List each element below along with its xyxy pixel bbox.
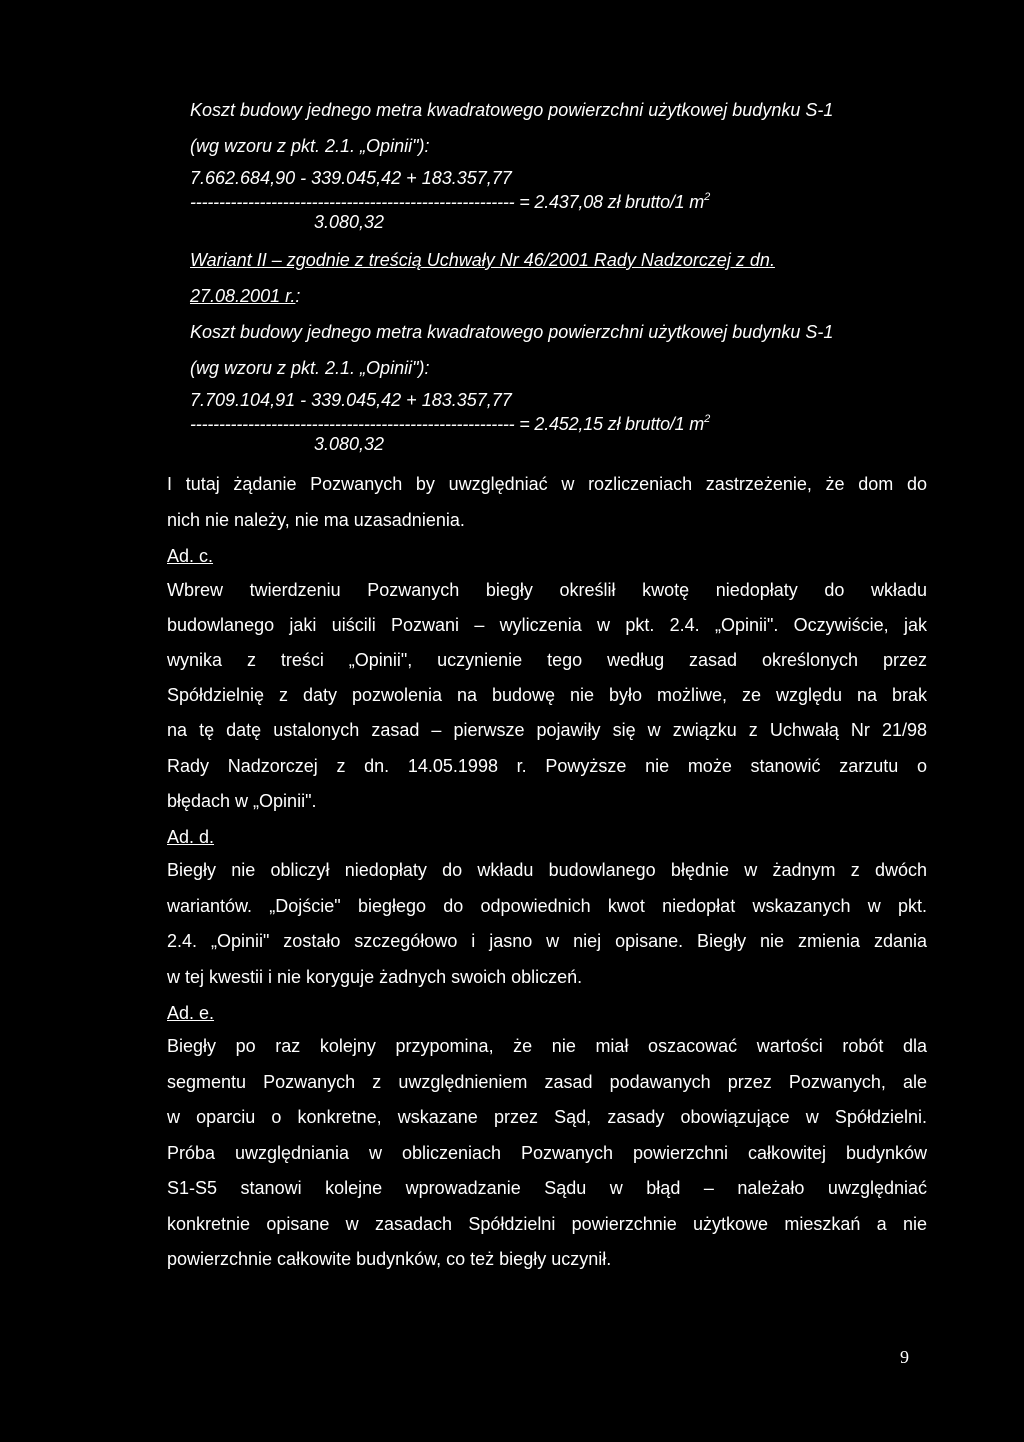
variant-one-denominator: 3.080,32 (314, 212, 385, 232)
variant-two-description-line2: (wg wzoru z pkt. 2.1. „Opinii"): (190, 358, 430, 378)
section-c-line: błędach w „Opinii". (167, 791, 317, 811)
variant-one-fraction-line (190, 192, 710, 212)
section-c-line: budowlanego jaki uiścili Pozwani – wyliczenia w pkt. 2.4. „Opinii". Oczywiście, jak (167, 615, 927, 635)
section-e-line: powierzchnie całkowite budynków, co też biegły uczynił. (167, 1249, 612, 1269)
variant-two-heading-line2 (190, 286, 300, 306)
variant-two-heading-colon: : (295, 286, 301, 306)
section-e-line: konkretnie opisane w zasadach Spółdzielni powierzchnie użytkowe mieszkań a nie (167, 1214, 927, 1234)
section-c-heading: Ad. c. (167, 546, 214, 566)
section-e-line: Biegły po raz kolejny przypomina, że nie miał oszacować wartości robót dla (167, 1036, 927, 1056)
variant-two-numerator: 7.709.104,91 - 339.045,42 + 183.357,77 (190, 390, 512, 410)
section-e-line: w oparciu o konkretne, wskazane przez Sąd, zasady obowiązujące w Spółdzielni. (167, 1107, 927, 1127)
variant-two-description-line1: Koszt budowy jednego metra kwadratowego powierzchni użytkowej budynku S-1 (190, 322, 834, 342)
variant-one-description-line1: Koszt budowy jednego metra kwadratowego powierzchni użytkowej budynku S-1 (190, 100, 834, 120)
page-number: 9 (900, 1347, 909, 1367)
variant-two-heading-date: 27.08.2001 r. (190, 286, 296, 306)
variant-two-unit-exponent: 2 (704, 413, 711, 425)
section-c-line: na tę datę ustalonych zasad – pierwsze pojawiły się w związku z Uchwałą Nr 21/98 (167, 720, 927, 740)
section-c-line: Wbrew twierdzeniu Pozwanych biegły określił kwotę niedopłaty do wkładu (167, 580, 927, 600)
section-d-line: w tej kwestii i nie koryguje żadnych swoich obliczeń. (167, 967, 583, 987)
section-e-heading: Ad. e. (167, 1003, 215, 1023)
conclusion-line2: nich nie należy, nie ma uzasadnienia. (167, 510, 465, 530)
section-e-line: Próba uwzględniania w obliczeniach Pozwanych powierzchni całkowitej budynków (167, 1143, 927, 1163)
section-c-line: Spółdzielnię z daty pozwolenia na budowę nie było możliwe, ze względu na brak (167, 685, 927, 705)
variant-two-heading-line1: Wariant II – zgodnie z treścią Uchwały Nr 46/2001 Rady Nadzorczej z dn. (190, 250, 775, 270)
variant-two-denominator: 3.080,32 (314, 434, 385, 454)
variant-one-description-line2: (wg wzoru z pkt. 2.1. „Opinii"): (190, 136, 430, 156)
section-e-line: S1-S5 stanowi kolejne wprowadzanie Sądu w błąd – należało uwzględniać (167, 1178, 927, 1198)
variant-one-fraction-text: -------------------------------------------------------- = 2.437,08 zł brutto/1 m (190, 192, 705, 212)
section-d-line: wariantów. „Dojście" biegłego do odpowiednich kwot niedopłat wskazanych w pkt. (167, 896, 927, 916)
variant-two-fraction-text: -------------------------------------------------------- = 2.452,15 zł brutto/1 m (190, 414, 705, 434)
variant-one-numerator: 7.662.684,90 - 339.045,42 + 183.357,77 (190, 168, 512, 188)
section-d-line: 2.4. „Opinii" zostało szczegółowo i jasno w niej opisane. Biegły nie zmienia zdania (167, 931, 927, 951)
section-c-line: wynika z treści „Opinii", uczynienie tego według zasad określonych przez (167, 650, 927, 670)
section-e-line: segmentu Pozwanych z uwzględnieniem zasad podawanych przez Pozwanych, ale (167, 1072, 927, 1092)
section-d-heading: Ad. d. (167, 827, 215, 847)
section-c-line: Rady Nadzorczej z dn. 14.05.1998 r. Powyższe nie może stanowić zarzutu o (167, 756, 927, 776)
conclusion-line1: I tutaj żądanie Pozwanych by uwzględniać w rozliczeniach zastrzeżenie, że dom do (167, 474, 927, 494)
variant-one-unit-exponent: 2 (704, 191, 711, 203)
variant-two-fraction-line (190, 414, 710, 434)
section-d-line: Biegły nie obliczył niedopłaty do wkładu budowlanego błędnie w żadnym z dwóch (167, 860, 927, 880)
